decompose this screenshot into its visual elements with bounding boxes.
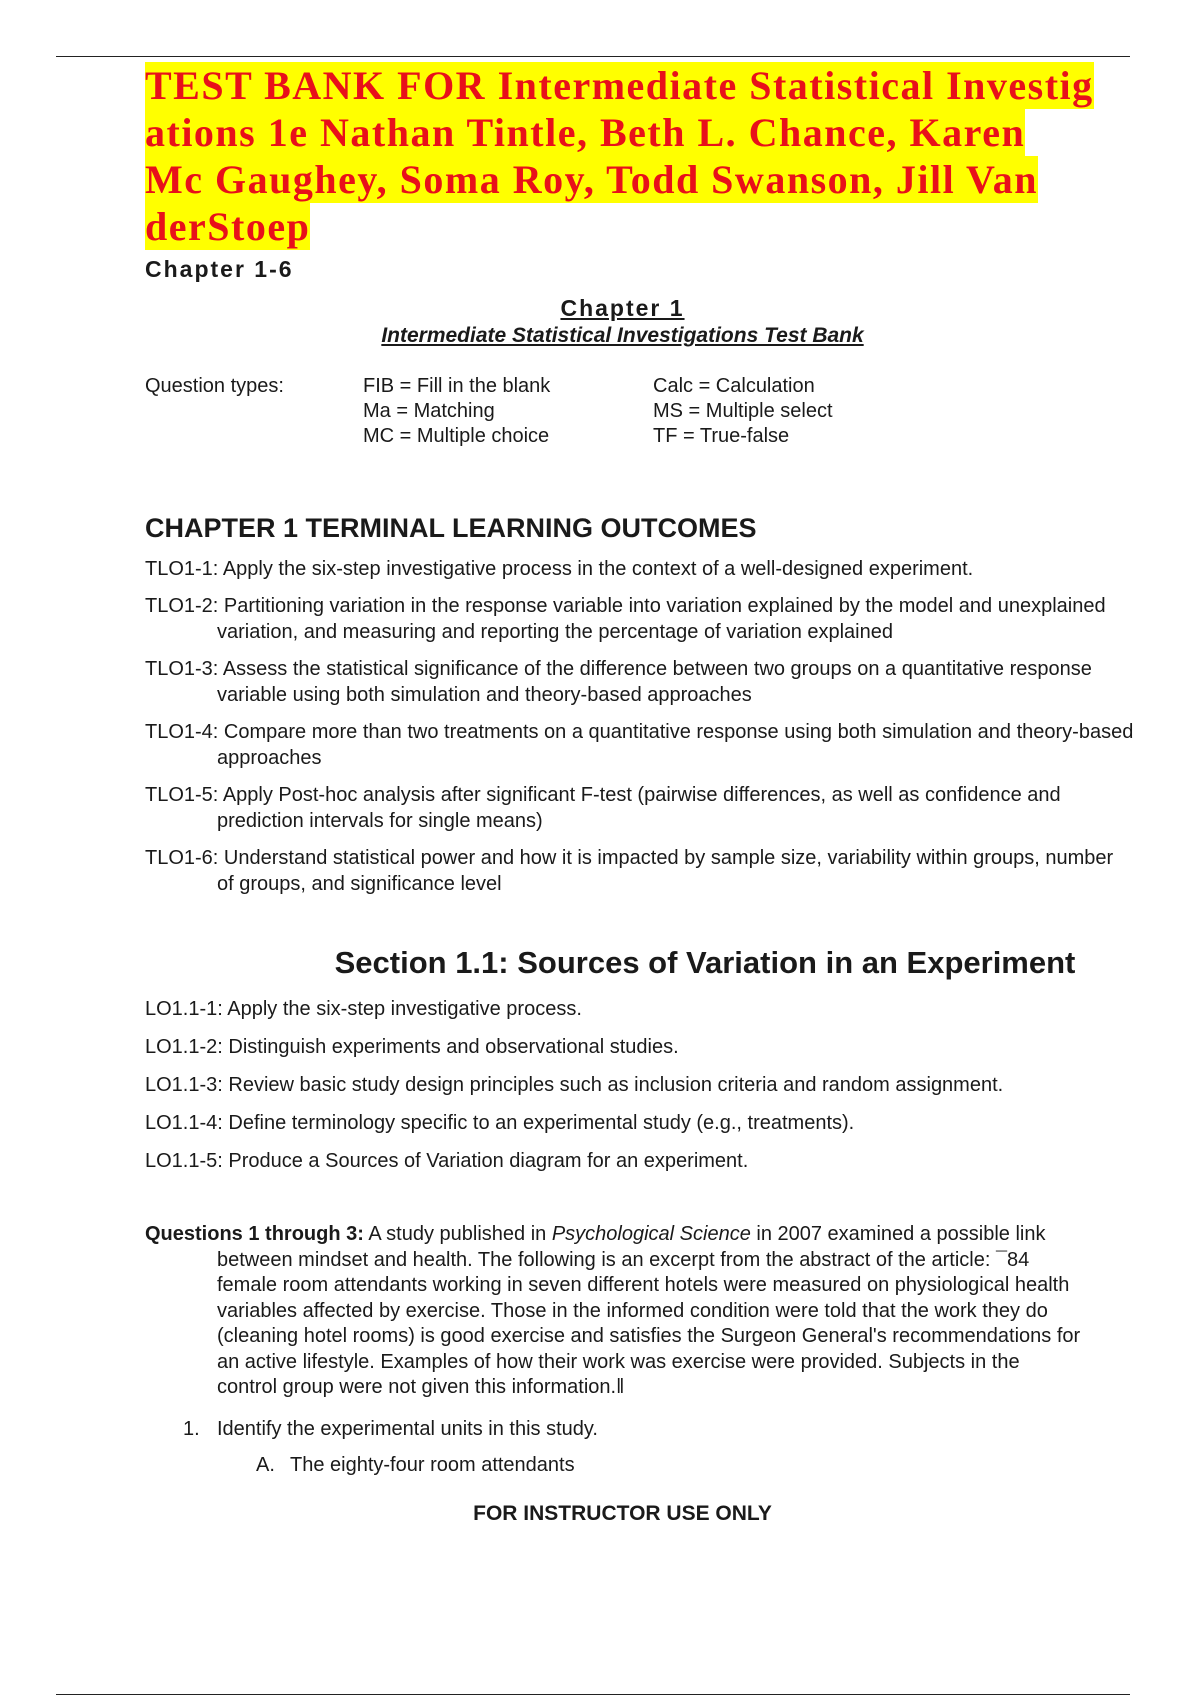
title-line-4: derStoep bbox=[145, 204, 311, 249]
tlo-item: TLO1-4: Compare more than two treatments on a quantitative response using both simulation and theory-based approaches bbox=[145, 721, 1134, 769]
question-intro-lead: Questions 1 through 3: bbox=[145, 1223, 364, 1245]
question-types-legend bbox=[363, 375, 913, 448]
lo-item: LO1.1-1: Apply the six-step investigative process. bbox=[145, 998, 582, 1020]
bottom-rule bbox=[56, 1694, 1130, 1695]
qtype-calc: Calc = Calculation bbox=[653, 375, 815, 397]
lo-item: LO1.1-2: Distinguish experiments and observational studies. bbox=[145, 1036, 679, 1058]
journal-name: Psychological Science bbox=[551, 1223, 751, 1245]
title-line-1: TEST BANK FOR Intermediate Statistical Investig bbox=[145, 63, 1094, 108]
chapter-range: Chapter 1-6 bbox=[145, 256, 294, 282]
chapter-heading: Chapter 1 bbox=[560, 295, 685, 321]
lo-item: LO1.1-3: Review basic study design principles such as inclusion criteria and random assignment. bbox=[145, 1074, 1004, 1096]
question-text: Identify the experimental units in this study. bbox=[217, 1418, 598, 1440]
top-rule bbox=[56, 56, 1130, 57]
qtype-fib: FIB = Fill in the blank bbox=[363, 375, 551, 397]
footer-note: FOR INSTRUCTOR USE ONLY bbox=[473, 1502, 772, 1525]
chapter-subheading: Intermediate Statistical Investigations Test Bank bbox=[381, 324, 864, 347]
tlo-item: TLO1-2: Partitioning variation in the response variable into variation explained by the model and unexplained variation, and measuring and reporting the percentage of variation explained bbox=[145, 595, 1106, 643]
lo-list bbox=[145, 996, 1145, 1186]
section-heading: Section 1.1: Sources of Variation in an Experiment bbox=[334, 945, 1076, 980]
tlo-list bbox=[145, 556, 1135, 908]
title-line-3: Mc Gaughey, Soma Roy, Todd Swanson, Jill Van bbox=[145, 157, 1038, 202]
tlo-item: TLO1-5: Apply Post-hoc analysis after significant F-test (pairwise differences, as well as confidence and prediction intervals for single means) bbox=[145, 784, 1061, 832]
question-intro-text: A study published in bbox=[363, 1223, 552, 1245]
question-intro-text-cont: in 2007 examined a possible link between mindset and health. The following is an excerpt from the abstract of the article: ¯84 female room attendants working in seven different hotels were measured on physiological health variables affected by exercise. Those in the informed condition were told that the work they do (cleaning hotel rooms) is good exercise and satisfies the Surgeon General's recommendations for an active lifestyle. Examples of how their work was exercise were provided. Subjects in the control group were not given this information.‖ bbox=[217, 1223, 1081, 1398]
qtype-tf: TF = True-false bbox=[653, 425, 790, 447]
qtype-ma: Ma = Matching bbox=[363, 400, 495, 422]
choice-text: The eighty-four room attendants bbox=[290, 1454, 575, 1476]
choice-letter: A. bbox=[256, 1454, 275, 1476]
tlo-heading: CHAPTER 1 TERMINAL LEARNING OUTCOMES bbox=[145, 513, 757, 543]
tlo-item: TLO1-3: Assess the statistical significance of the difference between two groups on a quantitative response variable using both simulation and theory-based approaches bbox=[145, 658, 1092, 706]
lo-item: LO1.1-5: Produce a Sources of Variation diagram for an experiment. bbox=[145, 1150, 749, 1172]
tlo-item: TLO1-1: Apply the six-step investigative process in the context of a well-designed experiment. bbox=[145, 558, 974, 580]
tlo-item: TLO1-6: Understand statistical power and how it is impacted by sample size, variability within groups, number of groups, and significance level bbox=[145, 847, 1114, 895]
title-line-2: ations 1e Nathan Tintle, Beth L. Chance, Karen bbox=[145, 110, 1026, 155]
answer-choice-a bbox=[256, 1452, 575, 1478]
qtype-ms: MS = Multiple select bbox=[653, 400, 833, 422]
lo-item: LO1.1-4: Define terminology specific to an experimental study (e.g., treatments). bbox=[145, 1112, 855, 1134]
question-number: 1. bbox=[183, 1418, 200, 1440]
question-1 bbox=[183, 1416, 598, 1442]
qtype-mc: MC = Multiple choice bbox=[363, 425, 550, 447]
question-intro bbox=[145, 1222, 1085, 1401]
document-title bbox=[145, 62, 1195, 250]
question-types-label: Question types: bbox=[145, 375, 284, 397]
